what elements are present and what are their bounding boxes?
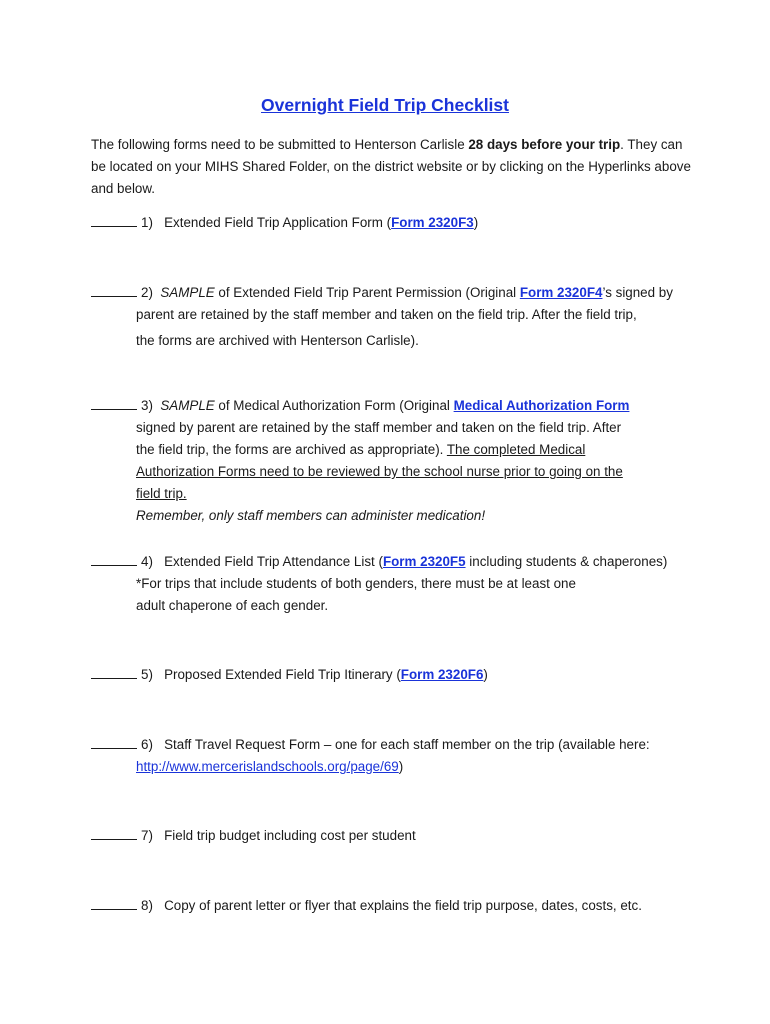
item-number: 3) [141,398,153,413]
item-continuation: parent are retained by the staff member and taken on the field trip. After the field trip, [136,307,637,322]
item-number: 6) [141,737,153,752]
checkbox-blank[interactable] [91,282,137,297]
intro-paragraph [91,134,691,200]
item-text: Field trip budget including cost per student [164,828,416,843]
checkbox-blank[interactable] [91,551,137,566]
checklist-item-3 [91,395,691,527]
item-continuation [91,417,691,505]
item-text: of Extended Field Trip Parent Permission (Original [214,285,520,300]
item-text: of Medical Authorization Form (Original [214,398,454,413]
item-number: 2) [141,285,153,300]
item-text: Proposed Extended Field Trip Itinerary ( [164,667,401,682]
checklist-item-1 [91,212,691,234]
item-continuation [91,756,691,778]
checkbox-blank[interactable] [91,212,137,227]
item-text-end: ) [473,215,479,230]
checklist-item-5 [91,664,691,686]
intro-text-cont: . They can be located on your MIHS Shared Folder, on the district website or by clicking on the Hyperlinks above and below. [91,137,691,196]
checkbox-blank[interactable] [91,664,137,679]
item-number: 1) [141,215,153,230]
item-number: 5) [141,667,153,682]
item-text-end: ) [398,759,404,774]
checklist-item-4 [91,551,691,617]
staff-travel-url-link[interactable]: http://www.mercerislandschools.org/page/69 [136,759,399,774]
checklist-item-7 [91,825,691,847]
form-2320f3-link[interactable]: Form 2320F3 [391,215,474,230]
item-continuation-text: signed by parent are retained by the staff member and taken on the field trip. After the field trip, the forms are archived as appropriate). [136,420,622,457]
form-2320f5-link[interactable]: Form 2320F5 [382,554,466,569]
checkbox-blank[interactable] [91,395,137,410]
item-text: Staff Travel Request Form – one for each staff member on the trip (available here: [164,737,650,752]
page-title: Overnight Field Trip Checklist [261,95,509,115]
checkbox-blank[interactable] [91,895,137,910]
medical-authorization-form-link[interactable]: Medical Authorization Form [453,398,630,413]
intro-text: The following forms need to be submitted to Henterson Carlisle [91,137,469,152]
intro-deadline: 28 days before your trip [468,137,621,152]
item-text-end: including students & chaperones) [465,554,668,569]
item-text-end: ) [483,667,488,682]
checkbox-blank[interactable] [91,734,137,749]
medication-reminder [91,505,691,527]
item-number: 7) [141,828,153,843]
form-2320f6-link[interactable]: Form 2320F6 [400,667,484,682]
checklist-item-6 [91,734,691,778]
item-text: Extended Field Trip Application Form ( [164,215,392,230]
item-continuation: the forms are archived with Henterson Carlisle). [136,333,419,348]
nurse-review-note: The completed Medical Authorization Forms need to be reviewed by the school nurse prior to going on the field trip. [136,442,623,501]
form-2320f4-link[interactable]: Form 2320F4 [519,285,603,300]
sample-label: SAMPLE [160,285,215,300]
item-number: 8) [141,898,153,913]
item-text-end: ’s signed by [602,285,673,300]
medication-reminder-text: Remember, only staff members can administer medication! [136,508,486,523]
checklist-item-2 [91,282,691,352]
item-number: 4) [141,554,153,569]
item-text: Extended Field Trip Attendance List ( [164,554,383,569]
item-continuation: *For trips that include students of both genders, there must be at least one adult chaperone of each gender. [136,576,576,613]
item-text: Copy of parent letter or flyer that explains the field trip purpose, dates, costs, etc. [164,898,642,913]
checkbox-blank[interactable] [91,825,137,840]
sample-label: SAMPLE [160,398,215,413]
checklist-item-8 [91,895,691,917]
